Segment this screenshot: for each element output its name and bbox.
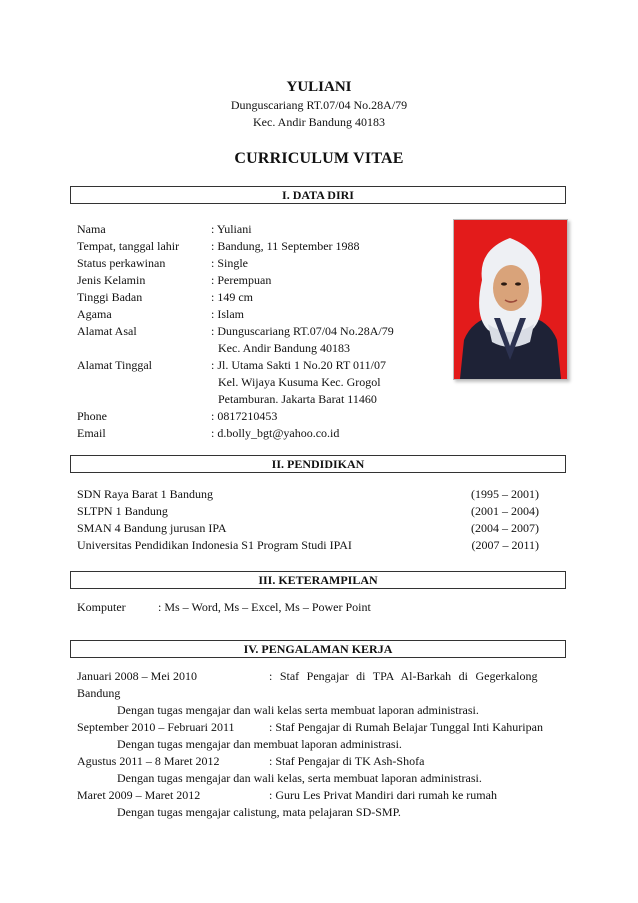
experience-period: Januari 2008 – Mei 2010 [77,669,197,683]
personal-value-continuation: Kel. Wijaya Kusuma Kec. Grogol [218,375,381,389]
address-line-2: Kec. Andir Bandung 40183 [253,115,385,129]
personal-value: : Perempuan [211,273,272,287]
profile-photo [453,219,568,380]
experience-role: : Staf Pengajar di Rumah Belajar Tunggal Inti Kahuripan [269,720,543,734]
experience-row [77,787,565,804]
personal-label: Tinggi Badan [77,290,143,304]
section-header-skills: III. KETERAMPILAN [70,571,566,589]
education-row [77,520,539,537]
personal-label: Alamat Asal [77,324,137,338]
skill-value: : Ms – Word, Ms – Excel, Ms – Power Point [158,600,371,614]
applicant-name: YULIANI [286,79,352,95]
experience-role-continuation: Bandung [77,686,121,700]
school-years: (1995 – 2001) [471,487,539,501]
personal-value: : Islam [211,307,244,321]
experience-description: Dengan tugas mengajar calistung, mata pelajaran SD-SMP. [117,805,401,819]
personal-label: Email [77,426,106,440]
personal-value: : Jl. Utama Sakti 1 No.20 RT 011/07 [211,358,386,372]
school-years: (2001 – 2004) [471,504,539,518]
experience-role: : Staf Pengajar di TK Ash-Shofa [269,754,425,768]
personal-value: : 149 cm [211,290,253,304]
personal-label: Alamat Tinggal [77,358,153,372]
experience-row [77,719,565,736]
education-row [77,537,539,554]
personal-value-continuation: Kec. Andir Bandung 40183 [218,341,350,355]
personal-label: Status perkawinan [77,256,166,270]
personal-label: Phone [77,409,107,423]
personal-label: Jenis Kelamin [77,273,146,287]
personal-value: : 0817210453 [211,409,278,423]
school-name: Universitas Pendidikan Indonesia S1 Program Studi IPAI [77,538,352,552]
personal-value-continuation: Petamburan. Jakarta Barat 11460 [218,392,377,406]
experience-row [77,668,565,685]
school-years: (2004 – 2007) [471,521,539,535]
school-name: SDN Raya Barat 1 Bandung [77,487,213,501]
school-years: (2007 – 2011) [471,538,539,552]
education-row [77,486,539,503]
document-title: CURRICULUM VITAE [234,150,404,167]
experience-description: Dengan tugas mengajar dan wali kelas, serta membuat laporan administrasi. [117,771,482,785]
personal-label: Agama [77,307,112,321]
education-row [77,503,539,520]
section-header-experience: IV. PENGALAMAN KERJA [70,640,566,658]
school-name: SMAN 4 Bandung jurusan IPA [77,521,227,535]
personal-row [77,408,567,425]
personal-row [77,425,567,442]
experience-role: : Staf Pengajar di TPA Al-Barkah di Gegerkalong [269,669,538,683]
section-header-education: II. PENDIDIKAN [70,455,566,473]
address-line-1: Dunguscariang RT.07/04 No.28A/79 [230,98,408,112]
experience-description: Dengan tugas mengajar dan membuat laporan administrasi. [117,737,402,751]
experience-description: Dengan tugas mengajar dan wali kelas serta membuat laporan administrasi. [117,703,479,717]
personal-value: : Dunguscariang RT.07/04 No.28A/79 [211,324,394,338]
experience-row [77,753,565,770]
skill-row [77,599,567,616]
personal-value: : Bandung, 11 September 1988 [211,239,360,253]
experience-role: : Guru Les Privat Mandiri dari rumah ke rumah [269,788,497,802]
personal-value: : Single [211,256,249,270]
personal-label: Tempat, tanggal lahir [77,239,180,253]
personal-value: : Yuliani [211,222,252,236]
personal-value: : d.bolly_bgt@yahoo.co.id [211,426,340,440]
skill-label: Komputer [77,600,126,614]
section-header-personal: I. DATA DIRI [70,186,566,204]
school-name: SLTPN 1 Bandung [77,504,168,518]
personal-label: Nama [77,222,106,236]
portrait-illustration [454,220,567,379]
experience-period: Maret 2009 – Maret 2012 [77,788,201,802]
experience-period: Agustus 2011 – 8 Maret 2012 [77,754,220,768]
experience-period: September 2010 – Februari 2011 [77,720,235,734]
